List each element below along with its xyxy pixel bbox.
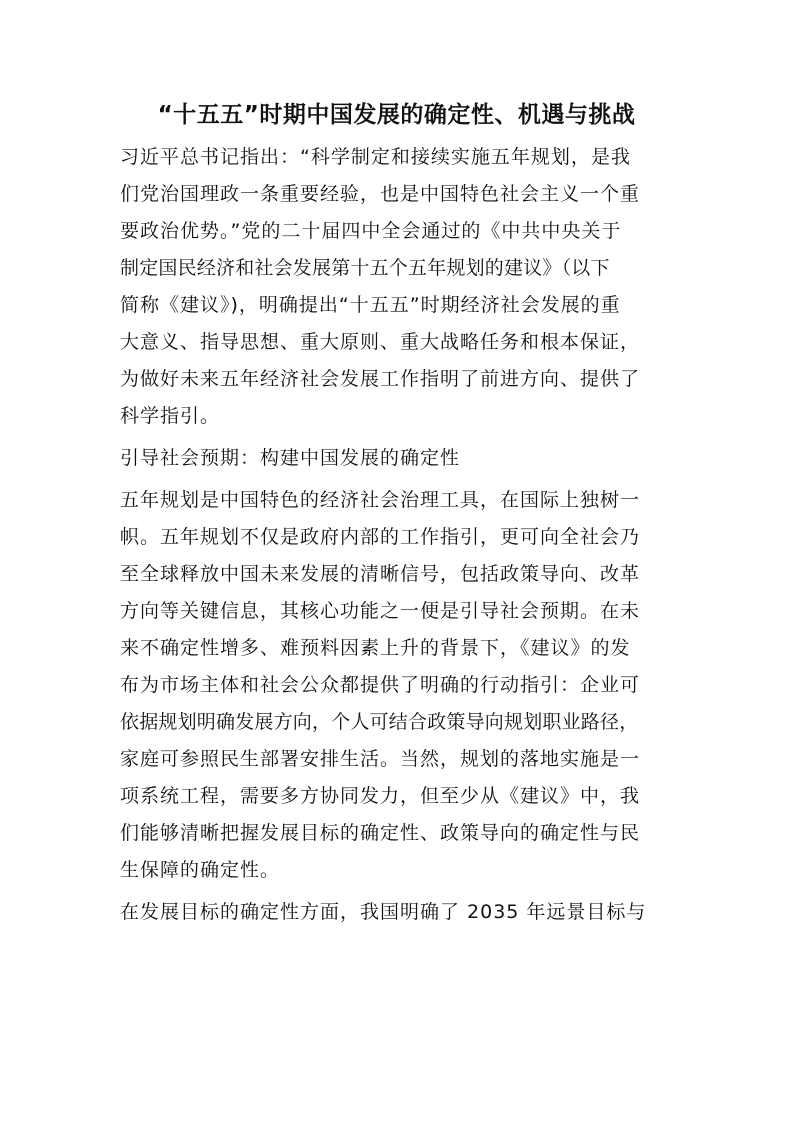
text-line: 依据规划明确发展方向，个人可结合政策导向规划职业路径， <box>120 711 639 733</box>
text-line: 大意义、指导思想、重大原则、重大战略任务和根本保证， <box>120 331 641 353</box>
section-heading-line: 引导社会预期：构建中国发展的确定性 <box>120 447 461 469</box>
text-line: 为做好未来五年经济社会发展工作指明了前进方向、提供了 <box>120 368 641 390</box>
text-line: 家庭可参照民生部署安排生活。当然，规划的落地实施是一 <box>120 748 641 770</box>
section-heading <box>120 440 680 477</box>
text-line: 科学指引。 <box>120 405 221 427</box>
text-line: 在发展目标的确定性方面，我国明确了 2035 年远景目标与 <box>120 901 647 923</box>
document-body <box>120 139 680 931</box>
text-line: 项系统工程，需要多方协同发力，但至少从《建议》中，我 <box>120 785 641 807</box>
text-line: 方向等关键信息，其核心功能之一便是引导社会预期。在未 <box>120 600 641 622</box>
text-line: 来不确定性增多、难预料因素上升的背景下，《建议》的发 <box>120 637 631 659</box>
text-line: 五年规划是中国特色的经济社会治理工具，在国际上独树一 <box>120 489 641 511</box>
paragraph-planning <box>120 482 680 889</box>
text-line: 布为市场主体和社会公众都提供了明确的行动指引：企业可 <box>120 674 641 696</box>
paragraph-intro <box>120 139 680 435</box>
text-line: 帜。五年规划不仅是政府内部的工作指引，更可向全社会乃 <box>120 526 641 548</box>
text-line: 们能够清晰把握发展目标的确定性、政策导向的确定性与民 <box>120 822 641 844</box>
text-line: 要政治优势。”党的二十届四中全会通过的《中共中央关于 <box>120 220 622 242</box>
text-line: 习近平总书记指出：“科学制定和接续实施五年规划，是我 <box>120 146 631 168</box>
paragraph-goal-certainty <box>120 894 680 931</box>
text-line: 至全球释放中国未来发展的清晰信号，包括政策导向、改革 <box>120 563 641 585</box>
text-line: 们党治国理政一条重要经验，也是中国特色社会主义一个重 <box>120 183 641 205</box>
text-line: 生保障的确定性。 <box>120 859 281 881</box>
text-line: 制定国民经济和社会发展第十五个五年规划的建议》（以下 <box>120 257 610 279</box>
text-line: 简称《建议》)，明确提出“十五五”时期经济社会发展的重 <box>120 294 621 316</box>
document-title: “十五五”时期中国发展的确定性、机遇与挑战 <box>157 102 636 128</box>
